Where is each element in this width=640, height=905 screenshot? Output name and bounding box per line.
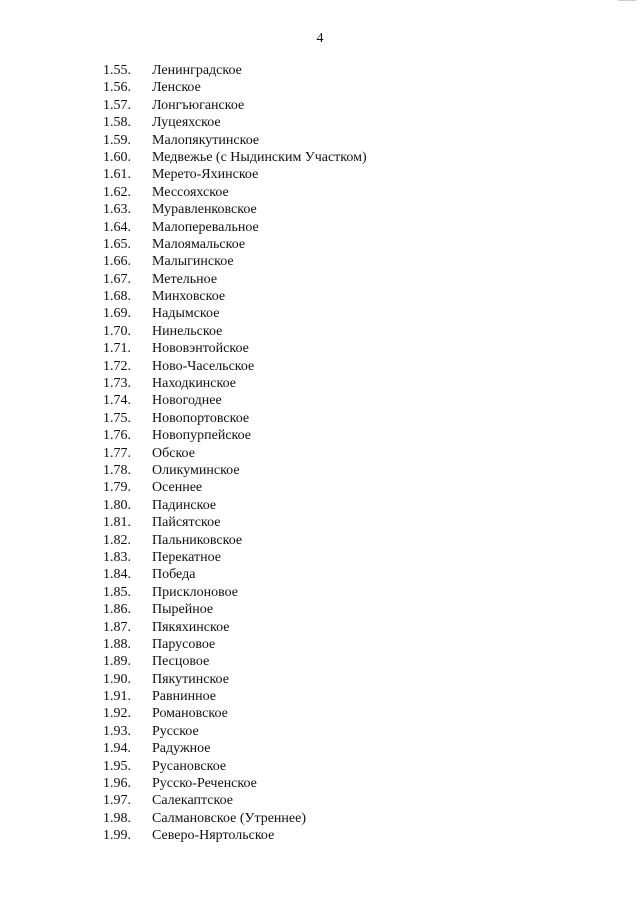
item-name: Находкинское bbox=[152, 376, 236, 392]
page-number: 4 bbox=[316, 31, 324, 46]
item-name: Романовское bbox=[152, 706, 228, 722]
list-item bbox=[103, 688, 367, 705]
item-name: Русановское bbox=[152, 758, 227, 774]
list-item bbox=[103, 358, 367, 375]
item-name: Осеннее bbox=[152, 480, 203, 496]
list-item bbox=[103, 758, 367, 775]
item-name: Пальниковское bbox=[152, 532, 243, 548]
list-item bbox=[103, 445, 367, 462]
list-item bbox=[103, 549, 367, 566]
item-number: 1.57. bbox=[103, 97, 131, 113]
item-number: 1.56. bbox=[103, 80, 131, 96]
list-item bbox=[103, 671, 367, 688]
item-name: Малопякутинское bbox=[152, 132, 260, 148]
item-name: Лонгъюганское bbox=[152, 97, 245, 113]
item-name: Луцеяхское bbox=[152, 115, 221, 131]
item-name: Малоямальское bbox=[152, 236, 246, 252]
item-number: 1.64. bbox=[103, 219, 131, 235]
item-name: Метельное bbox=[152, 271, 218, 287]
item-number: 1.76. bbox=[103, 428, 131, 444]
item-number: 1.86. bbox=[103, 602, 131, 618]
item-name: Пякутинское bbox=[152, 671, 229, 687]
item-number: 1.70. bbox=[103, 323, 131, 339]
list-item bbox=[103, 114, 367, 131]
list-item bbox=[103, 392, 367, 409]
list-item bbox=[103, 149, 367, 166]
item-number: 1.96. bbox=[103, 776, 131, 792]
item-number: 1.79. bbox=[103, 480, 131, 496]
list-item bbox=[103, 636, 367, 653]
item-number: 1.68. bbox=[103, 289, 131, 305]
item-name: Перекатное bbox=[152, 549, 221, 565]
item-number: 1.75. bbox=[103, 410, 131, 426]
item-name: Парусовое bbox=[152, 636, 216, 652]
item-name: Мессояхское bbox=[152, 184, 229, 200]
list-item bbox=[103, 532, 367, 549]
item-number: 1.87. bbox=[103, 619, 131, 635]
item-name: Нинельское bbox=[152, 323, 223, 339]
item-name: Малыгинское bbox=[152, 254, 234, 270]
item-number: 1.58. bbox=[103, 115, 131, 131]
item-name: Песцовое bbox=[152, 654, 210, 670]
item-number: 1.61. bbox=[103, 167, 131, 183]
item-name: Муравленковское bbox=[152, 202, 257, 218]
item-number: 1.97. bbox=[103, 793, 131, 809]
list-item bbox=[103, 514, 367, 531]
item-number: 1.65. bbox=[103, 236, 131, 252]
item-name: Русское bbox=[152, 723, 199, 739]
item-number: 1.99. bbox=[103, 828, 131, 844]
list-item bbox=[103, 375, 367, 392]
list-item bbox=[103, 305, 367, 322]
item-name: Пырейное bbox=[152, 602, 214, 618]
item-number: 1.63. bbox=[103, 202, 131, 218]
item-name: Салекаптское bbox=[152, 793, 233, 809]
list-item bbox=[103, 497, 367, 514]
item-number: 1.73. bbox=[103, 376, 131, 392]
item-number: 1.78. bbox=[103, 462, 131, 478]
item-name: Мерето-Яхинское bbox=[152, 167, 259, 183]
list-item bbox=[103, 410, 367, 427]
list-item bbox=[103, 705, 367, 722]
item-number: 1.74. bbox=[103, 393, 131, 409]
list-item bbox=[103, 479, 367, 496]
item-number: 1.81. bbox=[103, 515, 131, 531]
item-number: 1.95. bbox=[103, 758, 131, 774]
list-item bbox=[103, 97, 367, 114]
list-item bbox=[103, 740, 367, 757]
list-item bbox=[103, 323, 367, 340]
item-name: Северо-Няртольское bbox=[152, 828, 275, 844]
item-number: 1.72. bbox=[103, 358, 131, 374]
list-item bbox=[103, 792, 367, 809]
list-item bbox=[103, 288, 367, 305]
list-item bbox=[103, 723, 367, 740]
item-number: 1.66. bbox=[103, 254, 131, 270]
item-number: 1.77. bbox=[103, 445, 131, 461]
item-name: Оликуминское bbox=[152, 462, 240, 478]
item-name: Присклоновое bbox=[152, 584, 238, 600]
item-number: 1.80. bbox=[103, 497, 131, 513]
item-number: 1.67. bbox=[103, 271, 131, 287]
list-item bbox=[103, 166, 367, 183]
item-name: Радужное bbox=[152, 741, 211, 757]
item-name: Русско-Реченское bbox=[152, 776, 257, 792]
item-number: 1.69. bbox=[103, 306, 131, 322]
item-number: 1.91. bbox=[103, 689, 131, 705]
item-number: 1.62. bbox=[103, 184, 131, 200]
item-name: Победа bbox=[152, 567, 196, 583]
list-item bbox=[103, 219, 367, 236]
item-name: Салмановское (Утреннее) bbox=[152, 810, 306, 826]
item-number: 1.71. bbox=[103, 341, 131, 357]
list-item bbox=[103, 462, 367, 479]
corner-scan-mark bbox=[618, 0, 636, 5]
item-name: Минховское bbox=[152, 289, 226, 305]
item-number: 1.88. bbox=[103, 636, 131, 652]
list-item bbox=[103, 236, 367, 253]
list-item bbox=[103, 132, 367, 149]
item-name: Падинское bbox=[152, 497, 217, 513]
list-item bbox=[103, 62, 367, 79]
item-name: Малоперевальное bbox=[152, 219, 259, 235]
item-name: Пякяхинское bbox=[152, 619, 230, 635]
item-number: 1.85. bbox=[103, 584, 131, 600]
item-name: Ново-Часельское bbox=[152, 358, 255, 374]
list-item bbox=[103, 566, 367, 583]
item-name: Новопортовское bbox=[152, 410, 250, 426]
list-item bbox=[103, 810, 367, 827]
item-name: Новопурпейское bbox=[152, 428, 252, 444]
item-number: 1.93. bbox=[103, 723, 131, 739]
item-number: 1.59. bbox=[103, 132, 131, 148]
item-name: Новогоднее bbox=[152, 393, 222, 409]
list-item bbox=[103, 601, 367, 618]
list-item bbox=[103, 775, 367, 792]
item-name: Равнинное bbox=[152, 689, 216, 705]
item-name: Ленское bbox=[152, 80, 201, 96]
item-name: Ленинградское bbox=[152, 63, 242, 78]
item-number: 1.83. bbox=[103, 549, 131, 565]
item-name: Пайсятское bbox=[152, 515, 221, 531]
item-number: 1.98. bbox=[103, 810, 131, 826]
field-list bbox=[103, 62, 367, 845]
item-number: 1.84. bbox=[103, 567, 131, 583]
item-number: 1.55. bbox=[103, 63, 131, 78]
item-number: 1.89. bbox=[103, 654, 131, 670]
item-name: Нововэнтойское bbox=[152, 341, 249, 357]
item-name: Надымское bbox=[152, 306, 220, 322]
item-number: 1.92. bbox=[103, 706, 131, 722]
list-item bbox=[103, 427, 367, 444]
list-item bbox=[103, 653, 367, 670]
item-number: 1.94. bbox=[103, 741, 131, 757]
list-item bbox=[103, 619, 367, 636]
list-item bbox=[103, 340, 367, 357]
item-name: Обское bbox=[152, 445, 195, 461]
list-item bbox=[103, 271, 367, 288]
list-item bbox=[103, 827, 367, 844]
list-item bbox=[103, 253, 367, 270]
list-item bbox=[103, 201, 367, 218]
item-name: Медвежье (с Ныдинским Участком) bbox=[152, 149, 367, 165]
list-item bbox=[103, 184, 367, 201]
list-item bbox=[103, 584, 367, 601]
list-item bbox=[103, 79, 367, 96]
item-number: 1.82. bbox=[103, 532, 131, 548]
item-number: 1.90. bbox=[103, 671, 131, 687]
item-number: 1.60. bbox=[103, 149, 131, 165]
